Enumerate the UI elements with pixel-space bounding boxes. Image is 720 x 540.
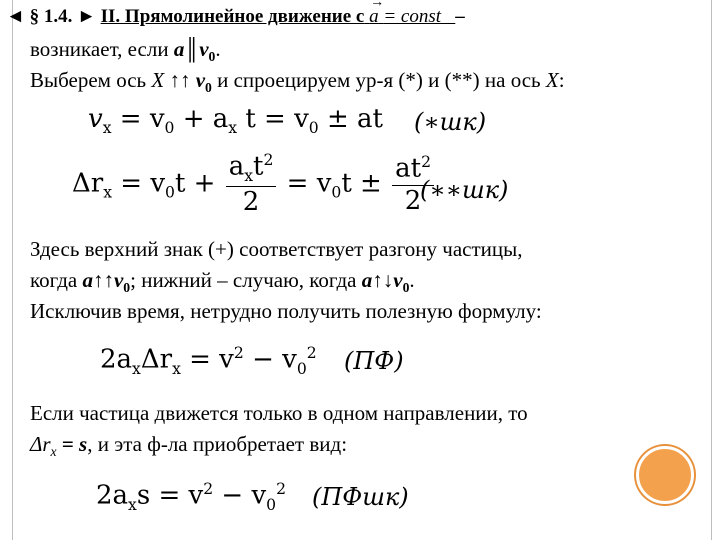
equation-velocity-tag: (∗шк): [414, 108, 487, 136]
equation-useful-formula-tag: (ПФ): [344, 347, 404, 375]
fraction-2: $\frac{at^2}{2}$: [392, 154, 434, 215]
axis-text1: Выберем ось: [30, 68, 147, 92]
const-equation: = const: [383, 6, 442, 27]
condition-text: возникает, если: [30, 37, 169, 61]
axis-x: X: [151, 68, 165, 92]
sign-explanation-2: когда $a↑↑v_0$; нижний – случаю, когда $a↑↓v_0$.: [30, 268, 415, 296]
vector-arrow-icon: →: [370, 0, 385, 10]
condition-line: [30, 37, 221, 65]
eliminate-time-text: Исключив время, нетрудно получить полезную формулу:: [30, 299, 542, 323]
section-number: § 1.4.: [29, 6, 73, 27]
parallel-symbol: ║: [184, 37, 200, 61]
fraction-1: $\frac{a_xt^2}{2}$: [226, 152, 277, 217]
var-v0: v: [195, 68, 206, 92]
axis-text2: и спроецируем ур-я (*) и (**) на ось: [217, 68, 541, 92]
sign-explanation-1: Здесь верхний знак (+) соответствует разгону частицы,: [30, 237, 523, 261]
vector-a: → a: [369, 6, 383, 27]
prev-arrow-icon[interactable]: ◄: [6, 6, 25, 27]
var-a: a: [173, 37, 185, 61]
sub-zero: 0: [205, 80, 212, 96]
one-direction-text-2: $\Delta r_x = s$, и эта ф-ла приобретает вид:: [30, 432, 348, 460]
equation-useful-formula: $2a_x\Delta r_x = v^2 - v_0^2$: [100, 344, 317, 378]
heading-title-text: II. Прямолинейное движение с: [100, 6, 365, 27]
equation-path-formula: $2a_xs = v^2 - v_0^2$: [96, 480, 286, 514]
period: .: [215, 37, 221, 61]
var-v: v: [199, 37, 209, 61]
decorative-circle-icon: [636, 446, 694, 504]
next-arrow-icon[interactable]: ►: [77, 6, 96, 27]
sub-zero: 0: [208, 49, 216, 65]
codirectional-arrows: ↑↑: [169, 68, 191, 92]
heading-title: [100, 0, 456, 27]
equation-velocity: $v_x = v_0 + a_x$ $t = v_0$ ± at: [88, 104, 383, 138]
equation-displacement: $\Delta r_x = v_0t$ + $\frac{a_xt^2}{2}$ = $v_0t$ ± $\frac{at^2}{2}$: [72, 152, 436, 217]
axis-x2: X: [545, 68, 559, 92]
heading: [6, 0, 465, 28]
colon: :: [558, 68, 565, 92]
equation-displacement-tag: (∗∗шк): [420, 176, 509, 204]
heading-dash: –: [455, 6, 465, 27]
equation-path-formula-tag: (ПФшк): [312, 483, 409, 511]
one-direction-text-1: Если частица движется только в одном направлении, то: [30, 401, 528, 425]
axis-line: [30, 68, 565, 96]
